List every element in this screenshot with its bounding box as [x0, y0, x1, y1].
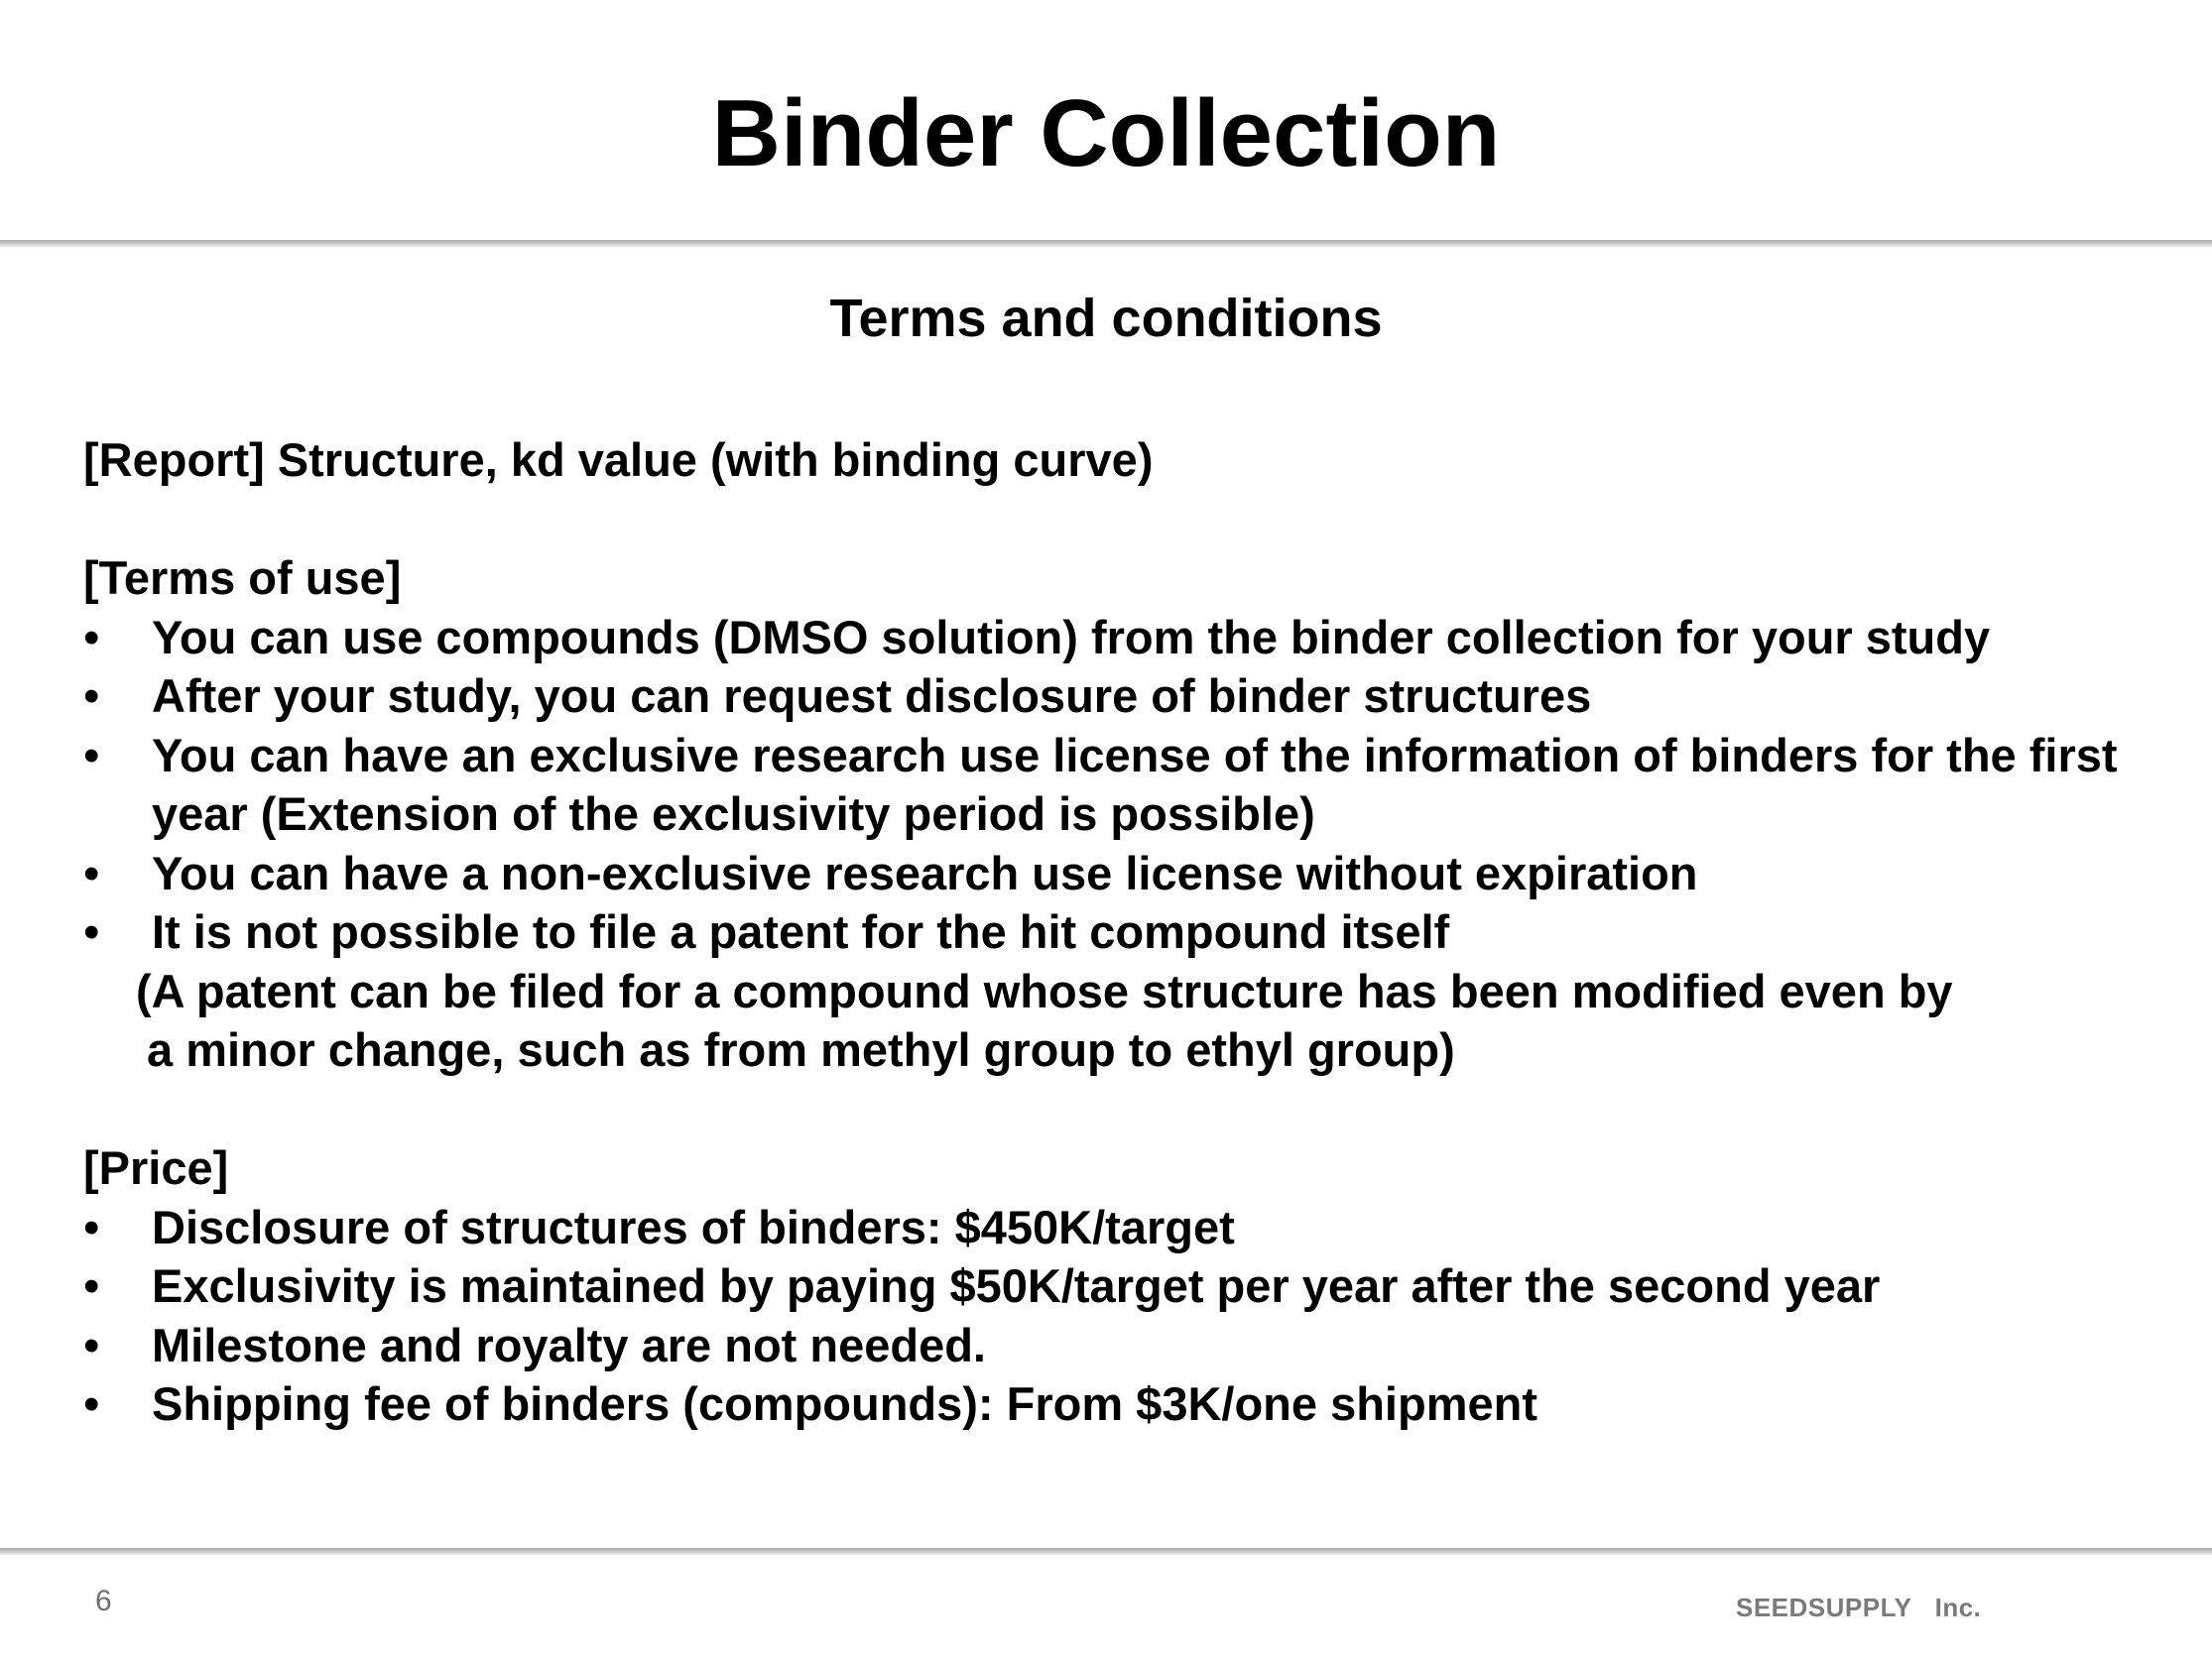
price-bullet-text: Disclosure of structures of binders: $450K/target — [152, 1200, 1235, 1253]
bullet-icon: • — [83, 1377, 100, 1430]
price-bullet-text: Shipping fee of binders (compounds): From $3K/one shipment — [152, 1377, 1537, 1430]
bullet-icon: • — [83, 728, 100, 781]
price-bullet-text: Milestone and royalty are not needed. — [152, 1318, 986, 1371]
bullet-icon: • — [83, 1200, 100, 1253]
price-bullet-item — [83, 1374, 2147, 1434]
price-bullet-item — [83, 1316, 2147, 1375]
slide-body — [83, 430, 2147, 1434]
price-bullet-item — [83, 1198, 2147, 1257]
spacer — [83, 1080, 2147, 1139]
terms-bullet-item — [83, 608, 2147, 667]
terms-bullet-item — [83, 902, 2147, 962]
company-name: SEEDSUPPLY Inc. — [1736, 1593, 1982, 1622]
terms-bullet-text: After your study, you can request disclosure of binder structures — [152, 669, 1592, 722]
bullet-icon: • — [83, 846, 100, 899]
terms-heading: [Terms of use] — [83, 551, 402, 604]
title-divider — [0, 240, 2212, 247]
bullet-icon: • — [83, 1318, 100, 1371]
terms-bullet-text: You can have an exclusive research use license of the information of binders for the first year (Extension of the exclusivity period is possible) — [152, 728, 2118, 840]
terms-bullet-item — [83, 844, 2147, 903]
terms-bullet-item — [83, 666, 2147, 726]
bullet-icon: • — [83, 610, 100, 663]
patent-note — [83, 962, 2147, 1080]
terms-bullet-item — [83, 726, 2126, 844]
terms-bullet-text: It is not possible to file a patent for the hit compound itself — [152, 905, 1450, 958]
slide-subtitle: Terms and conditions — [829, 289, 1383, 348]
terms-bullet-text: You can use compounds (DMSO solution) from the binder collection for your study — [152, 610, 1991, 663]
price-bullet-item — [83, 1256, 2147, 1316]
patent-note-line: a minor change, such as from methyl group to ethyl group) — [147, 1023, 1455, 1076]
price-bullet-text: Exclusivity is maintained by paying $50K/target per year after the second year — [152, 1259, 1881, 1312]
bullet-icon: • — [83, 669, 100, 722]
report-line: [Report] Structure, kd value (with binding curve) — [83, 433, 1154, 486]
terms-bullet-text: You can have a non-exclusive research use license without expiration — [152, 846, 1698, 899]
page-number: 6 — [95, 1585, 112, 1617]
patent-note-line: (A patent can be filed for a compound whose structure has been modified even by — [136, 964, 1953, 1017]
footer-divider — [0, 1548, 2212, 1555]
bullet-icon: • — [83, 1259, 100, 1312]
bullet-icon: • — [83, 905, 100, 958]
price-heading: [Price] — [83, 1141, 229, 1194]
slide-title: Binder Collection — [711, 80, 1501, 186]
spacer — [83, 490, 2147, 549]
